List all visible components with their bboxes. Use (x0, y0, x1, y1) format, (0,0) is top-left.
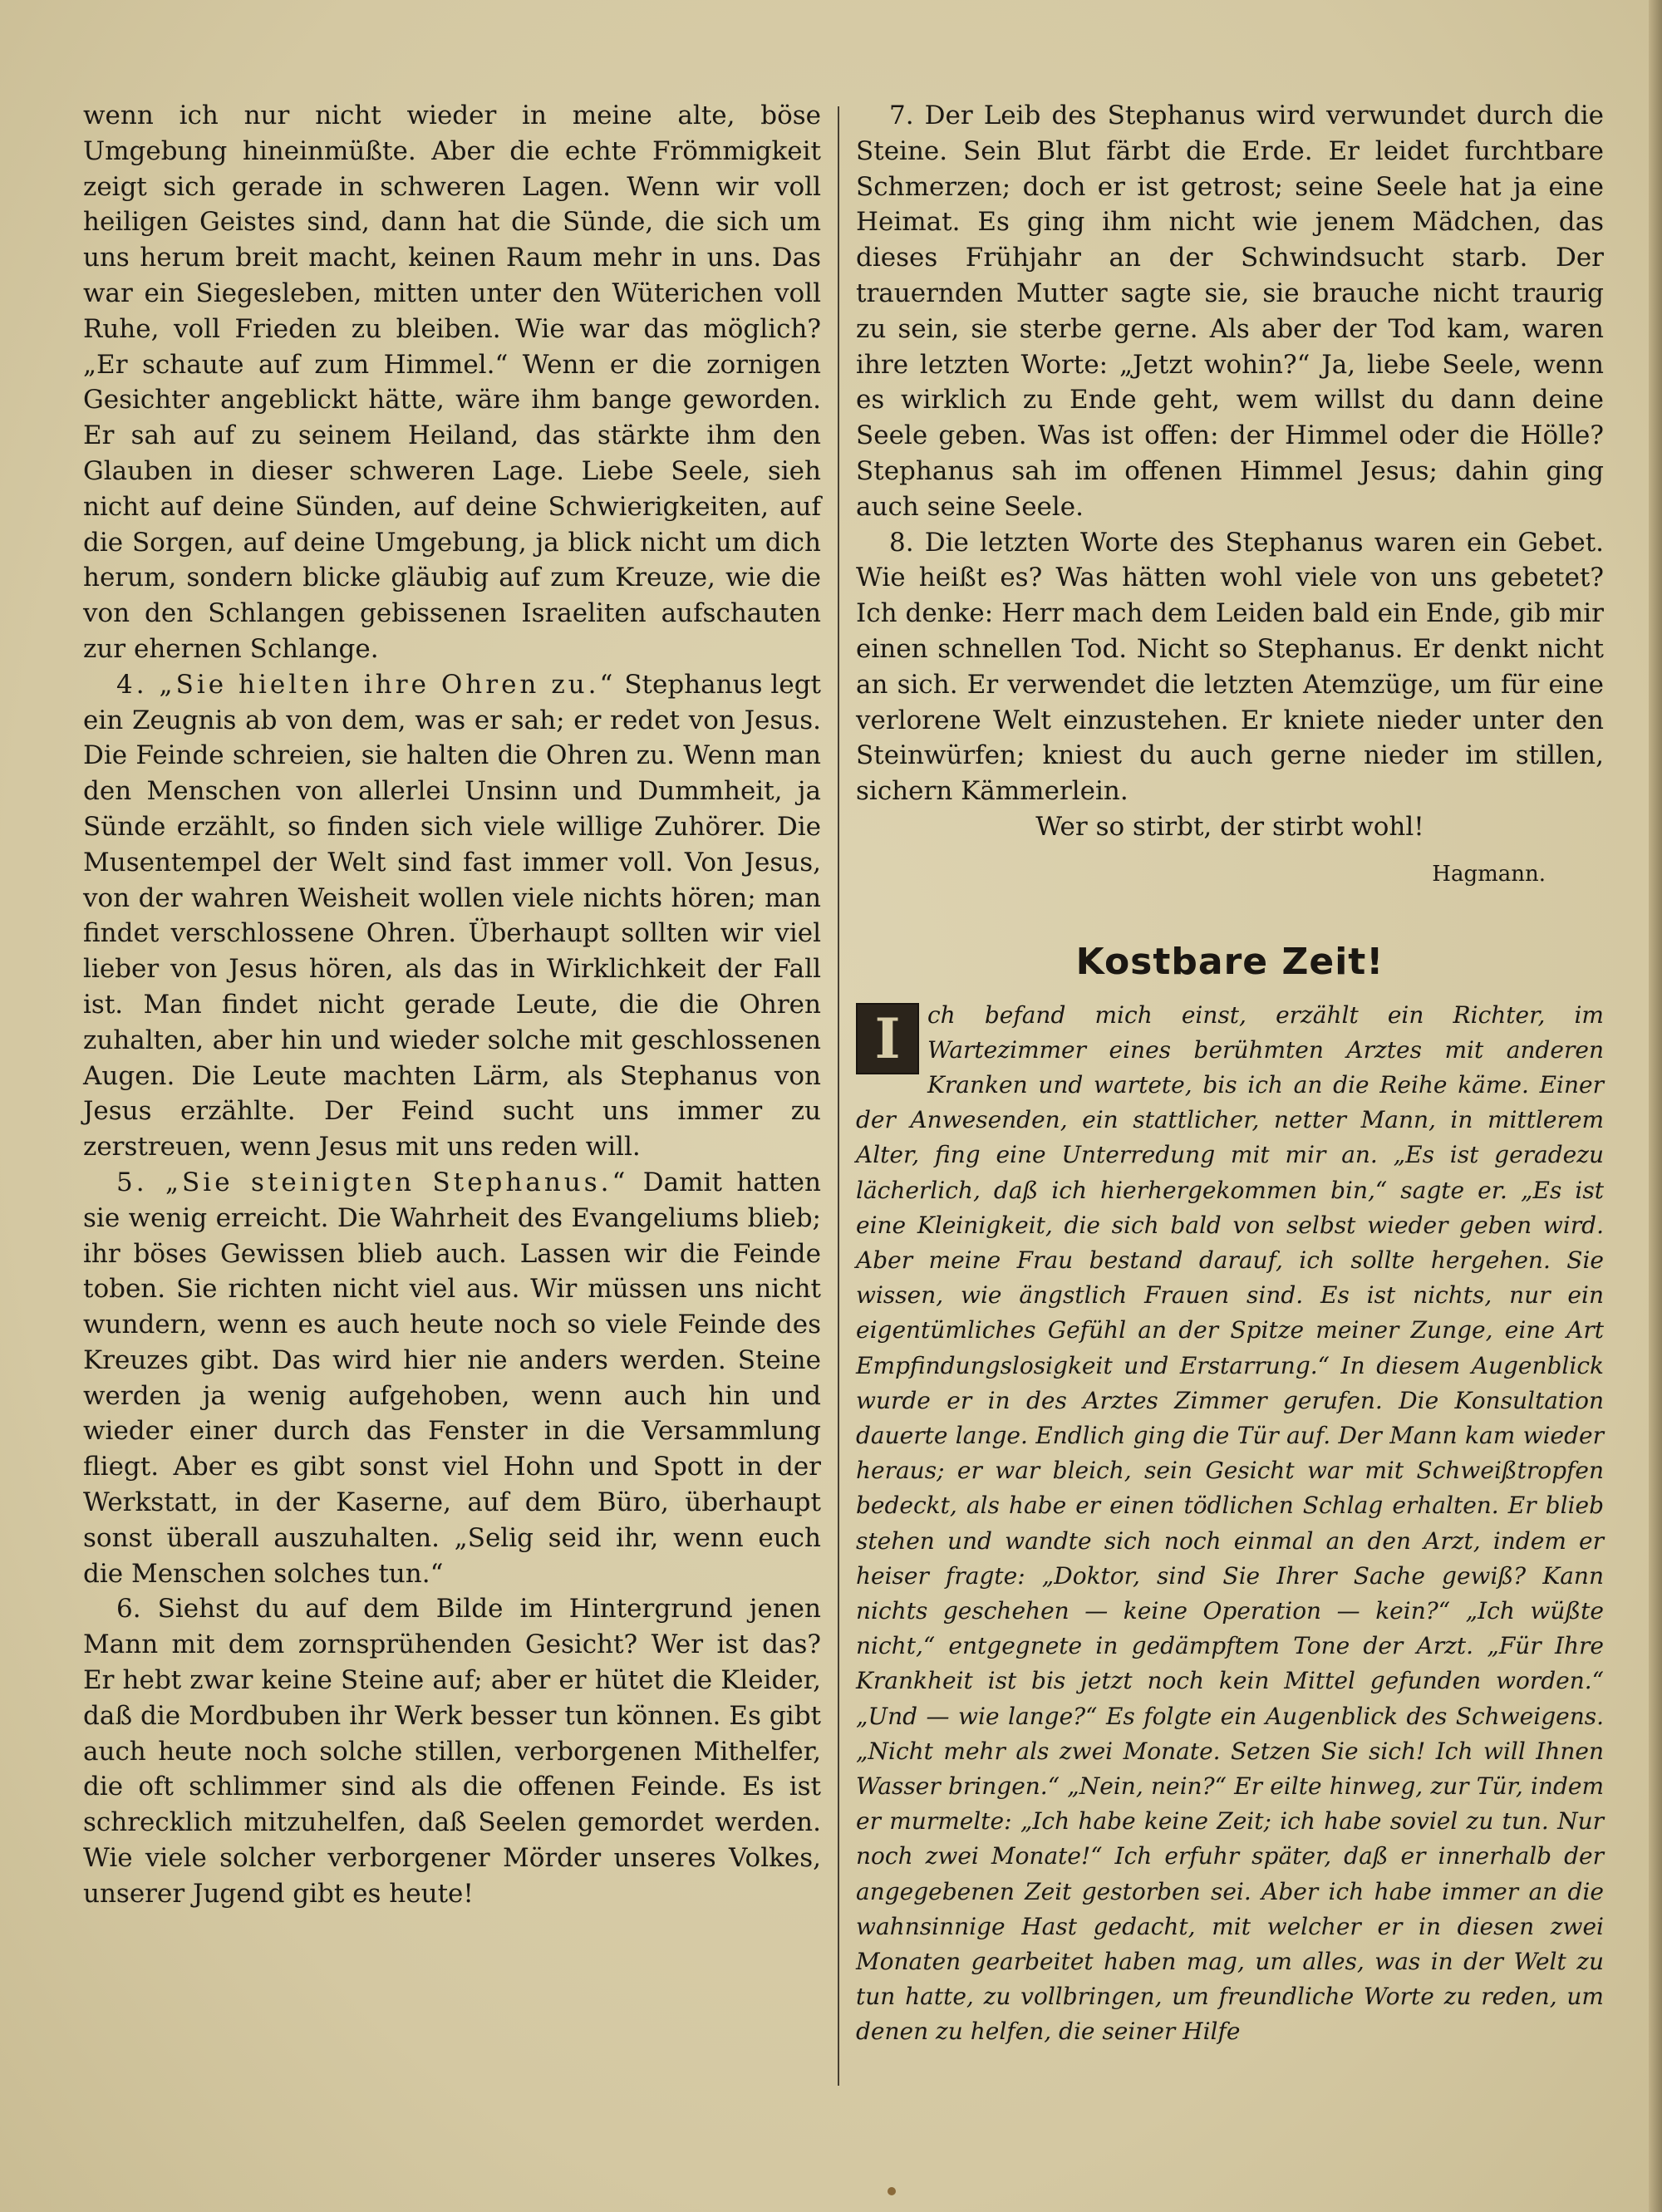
section-5-heading: 5. „Sie steinigten Stephanus.“ (116, 1167, 629, 1197)
left-column (83, 98, 821, 1912)
article-title: Kostbare Zeit! (1075, 940, 1384, 983)
section-5-body: Damit hatten sie wenig erreicht. Die Wahrheit des Evangeliums blieb; ihr böses Gewissen blieb auch. Lassen wir die Feinde toben. Sie richten nicht viel aus. Wir müssen uns nicht wundern, wenn es auch heute noch so viele Feinde des Kreuzes gibt. Das wird hier nie anders werden. Steine werden ja wenig aufgehoben, wenn auch hin und wieder einer durch das Fenster in die Versammlung fliegt. Aber es gibt sonst viel Hohn und Spott in der Werkstatt, in der Kaserne, auf dem Büro, überhaupt sonst überall auszuhalten. „Selig seid ihr, wenn euch die Menschen solches tun.“ (83, 1167, 821, 1589)
left-paragraph-3 (83, 1165, 821, 1592)
right-paragraph-1: 7. Der Leib des Stephanus wird verwundet durch die Steine. Sein Blut färbt die Erde. Er leidet furchtbare Schmerzen; doch er ist getrost; seine Seele hat ja eine Heimat. Es ging ihm nicht wie jenem Mädchen, das dieses Frühjahr an der Schwindsucht starb. Der trauernden Mutter sagte sie, sie brauche nicht traurig zu sein, sie sterbe gerne. Als aber der Tod kam, waren ihre letzten Worte: „Jetzt wohin?“ Ja, liebe Seele, wenn es wirklich zu Ende geht, wem willst du dann deine Seele geben. Was ist offen: der Himmel oder die Hölle? Stephanus sah im offenen Himmel Jesus; dahin ging auch seine Seele. (856, 101, 1604, 522)
article-text: ch befand mich einst, erzählt ein Richter, im Wartezimmer eines berühmten Arztes mit anderen Kranken und wartete, bis ich an die Reihe käme. Einer der Anwesenden, ein stattlicher, netter Mann, in mittlerem Alter, fing eine Unterredung mit mir an. „Es ist geradezu lächerlich, daß ich hierhergekommen bin,“ sagte er. „Es ist eine Kleinigkeit, die sich bald von selbst wieder geben wird. Aber meine Frau bestand darauf, ich sollte hergehen. Sie wissen, wie ängstlich Frauen sind. Es ist nichts, nur ein eigentümliches Gefühl an der Spitze meiner Zunge, eine Art Empfindungslosigkeit und Erstarrung.“ In diesem Augenblick wurde er in des Arztes Zimmer gerufen. Die Konsultation dauerte lange. Endlich ging die Tür auf. Der Mann kam wieder heraus; er war bleich, sein Gesicht war mit Schweißtropfen bedeckt, als habe er einen tödlichen Schlag erhalten. Er blieb stehen und wandte sich noch einmal an den Arzt, indem er heiser fragte: „Doktor, sind Sie Ihrer Sache gewiß? Kann nichts geschehen — keine Operation — kein?“ „Ich wüßte nicht,“ entgegnete in gedämpftem Tone der Arzt. „Für Ihre Krankheit ist bis jetzt noch kein Mittel gefunden worden.“ „Und — wie lange?“ Es folgte ein Augenblick des Schweigens. „Nicht mehr als zwei Monate. Setzen Sie sich! Ich will Ihnen Wasser bringen.“ „Nein, nein?“ Er eilte hinweg, zur Tür, indem er murmelte: „Ich habe keine Zeit; ich habe soviel zu tun. Nur noch zwei Monate!“ Ich erfuhr später, daß er innerhalb der angegebenen Zeit gestorben sei. Aber ich habe immer an die wahnsinnige Hast gedacht, mit welcher er in diesen zwei Monaten gearbeitet haben mag, um alles, was in der Welt zu tun hatte, zu vollbringen, um freundliche Worte zu reden, um denen zu helfen, die seiner Hilfe (856, 1000, 1604, 2046)
section-4-heading: 4. „Sie hielten ihre Ohren zu.“ (116, 669, 617, 700)
left-paragraph-4: 6. Siehst du auf dem Bilde im Hintergrund jenen Mann mit dem zornsprühenden Gesicht? Wer ist das? Er hebt zwar keine Steine auf; aber er hütet die Kleider, daß die Mordbuben ihr Werk besser tun können. Es gibt auch heute noch solche stillen, verborgenen Mithelfer, die oft schlimmer sind als die offenen Feinde. Es ist schrecklich mitzuhelfen, daß Seelen gemordet werden. Wie viele solcher verborgener Mörder unseres Volkes, unserer Jugend gibt es heute! (83, 1594, 821, 1909)
closing-line: Wer so stirbt, der stirbt wohl! (1035, 811, 1424, 842)
left-paragraph-1: wenn ich nur nicht wieder in meine alte, böse Umgebung hineinmüßte. Aber die echte Frömmigkeit zeigt sich gerade in schweren Lagen. Wenn wir voll heiligen Geistes sind, dann hat die Sünde, die sich um uns herum breit macht, keinen Raum mehr in uns. Das war ein Siegesleben, mitten unter den Wüterichen voll Ruhe, voll Frieden zu bleiben. Wie war das möglich? „Er schaute auf zum Himmel.“ Wenn er die zornigen Gesichter angeblickt hätte, wäre ihm bange geworden. Er sah auf zu seinem Heiland, das stärkte ihm den Glauben in dieser schweren Lage. Liebe Seele, sieh nicht auf deine Sünden, auf deine Schwierigkeiten, auf die Sorgen, auf deine Umgebung, ja blick nicht um dich herum, sondern blicke gläubig auf zum Kreuze, wie die von den Schlangen gebissenen Israeliten aufschauten zur ehernen Schlange. (83, 101, 821, 664)
article-paragraph (856, 998, 1604, 2050)
ink-spot (888, 2187, 896, 2195)
page-edge (1649, 0, 1662, 2212)
article-body (856, 998, 1604, 2050)
right-paragraph-2: 8. Die letzten Worte des Stephanus waren ein Gebet. Wie heißt es? Was hätten wohl viele von uns gebetet? Ich denke: Herr mach dem Leiden bald ein Ende, gib mir einen schnellen Tod. Nicht so Stephanus. Er denkt nicht an sich. Er verwendet die letzten Atemzüge, um für eine verlorene Welt einzustehen. Er kniete nieder unter den Steinwürfen; kniest du auch gerne nieder im stillen, sichern Kämmerlein. (856, 527, 1604, 807)
left-column-text (83, 98, 821, 1912)
author-signature: Hagmann. (1432, 861, 1546, 887)
drop-cap-initial: I (856, 1003, 919, 1074)
left-paragraph-2 (83, 667, 821, 1165)
section-4-body: Stephanus legt ein Zeugnis ab von dem, was er sah; er redet von Jesus. Die Feinde schreien, sie halten die Ohren zu. Wenn man den Menschen von allerlei Unsinn und Dummheit, ja Sünde erzählt, so finden sich viele willige Zuhörer. Die Musentempel der Welt sind fast immer voll. Von Jesus, von der wahren Weisheit wollen viele nichts hören; man findet verschlossene Ohren. Überhaupt sollten wir viel lieber von Jesus hören, als das in Wirklichkeit der Fall ist. Man findet nicht gerade Leute, die die Ohren zuhalten, aber hin und wieder solche mit geschlossenen Augen. Die Leute machten Lärm, als Stephanus von Jesus erzählte. Der Feind sucht uns immer zu zerstreuen, wenn Jesus mit uns reden will. (83, 669, 821, 1163)
right-column-text (856, 98, 1604, 892)
right-column (856, 98, 1604, 2050)
column-divider (838, 106, 839, 2086)
